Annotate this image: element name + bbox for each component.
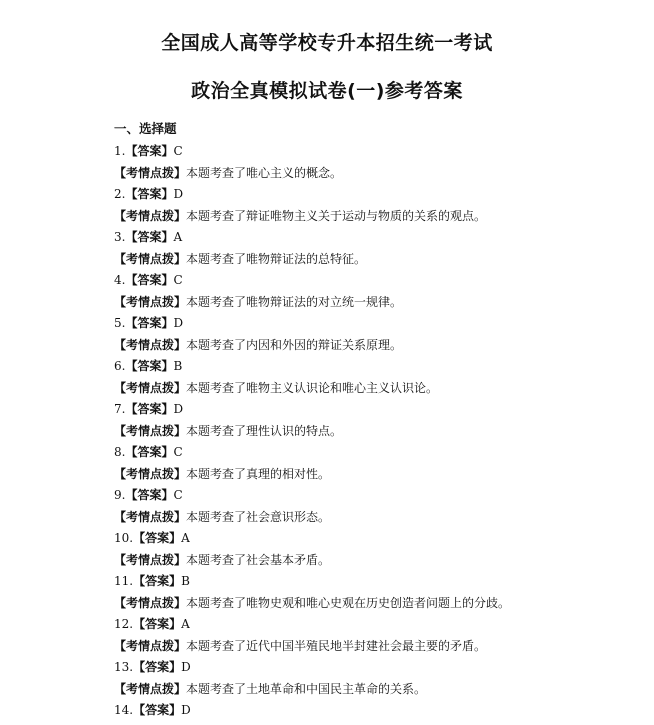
section-heading: 一、选择题 <box>114 121 177 136</box>
answer-line <box>114 657 644 679</box>
hint-text: 本题考查了社会基本矛盾。 <box>186 552 331 567</box>
hint-tag: 【考情点拨】 <box>114 251 187 266</box>
question-number: 9. <box>114 488 126 502</box>
hint-line <box>114 163 644 185</box>
answer-line <box>114 614 644 636</box>
hint-line <box>114 249 644 271</box>
hint-tag: 【考情点拨】 <box>114 681 187 696</box>
hint-line <box>114 550 644 572</box>
question-number: 12. <box>114 617 134 631</box>
answer-line <box>114 270 644 292</box>
answer-line <box>114 356 644 378</box>
hint-line <box>114 636 644 658</box>
answer-line <box>114 528 644 550</box>
answer-value: D <box>181 703 191 717</box>
question-number: 7. <box>114 402 126 416</box>
answer-tag: 【答案】 <box>125 144 174 158</box>
answer-value: B <box>173 359 183 373</box>
hint-tag: 【考情点拨】 <box>114 423 187 438</box>
answer-line <box>114 571 644 593</box>
question-number: 6. <box>114 359 126 373</box>
hint-line <box>114 292 644 314</box>
answer-value: D <box>173 402 184 416</box>
question-number: 11. <box>114 574 134 588</box>
answer-line <box>114 399 644 421</box>
answer-value: D <box>173 316 184 330</box>
hint-text: 本题考查了唯物辩证法的对立统一规律。 <box>186 294 403 309</box>
hint-text: 本题考查了社会意识形态。 <box>186 509 331 524</box>
answer-tag: 【答案】 <box>125 402 174 416</box>
answer-value: C <box>173 144 183 158</box>
hint-tag: 【考情点拨】 <box>114 294 187 309</box>
answer-value: A <box>181 531 190 545</box>
answer-line <box>114 141 644 163</box>
hint-line <box>114 421 644 443</box>
hint-tag: 【考情点拨】 <box>114 466 187 481</box>
hint-line <box>114 378 644 400</box>
hint-text: 本题考查了土地革命和中国民主革命的关系。 <box>186 681 427 696</box>
hint-text: 本题考查了唯物辩证法的总特征。 <box>186 251 367 266</box>
question-number: 8. <box>114 445 126 459</box>
answer-line <box>114 485 644 507</box>
answer-line <box>114 442 644 464</box>
answer-tag: 【答案】 <box>125 187 174 201</box>
answer-tag: 【答案】 <box>125 445 174 459</box>
answer-value: B <box>181 574 190 588</box>
hint-text: 本题考查了唯物史观和唯心史观在历史创造者问题上的分歧。 <box>186 595 511 610</box>
hint-tag: 【考情点拨】 <box>114 380 187 395</box>
hint-text: 本题考查了辩证唯物主义关于运动与物质的关系的观点。 <box>186 208 487 223</box>
answer-list <box>114 141 644 722</box>
answer-tag: 【答案】 <box>125 316 174 330</box>
hint-text: 本题考查了理性认识的特点。 <box>186 423 343 438</box>
hint-tag: 【考情点拨】 <box>114 208 187 223</box>
answer-tag: 【答案】 <box>125 230 174 244</box>
answer-line <box>114 700 644 722</box>
answer-tag: 【答案】 <box>133 531 182 545</box>
answer-value: A <box>173 230 183 244</box>
question-number: 3. <box>114 230 126 244</box>
hint-text: 本题考查了唯心主义的概念。 <box>186 165 343 180</box>
hint-tag: 【考情点拨】 <box>114 509 187 524</box>
question-number: 14. <box>114 703 134 717</box>
answer-value: A <box>181 617 190 631</box>
answer-tag: 【答案】 <box>125 273 174 287</box>
answer-line <box>114 184 644 206</box>
answer-tag: 【答案】 <box>125 488 174 502</box>
question-number: 10. <box>114 531 134 545</box>
hint-tag: 【考情点拨】 <box>114 552 187 567</box>
answer-value: C <box>173 488 183 502</box>
document-subtitle: 政治全真模拟试卷(一)参考答案 <box>191 80 463 102</box>
hint-line <box>114 507 644 529</box>
hint-line <box>114 593 644 615</box>
hint-text: 本题考查了内因和外因的辩证关系原理。 <box>186 337 403 352</box>
answer-value: C <box>173 273 183 287</box>
hint-text: 本题考查了真理的相对性。 <box>186 466 331 481</box>
hint-text: 本题考查了近代中国半殖民地半封建社会最主要的矛盾。 <box>186 638 487 653</box>
answer-value: D <box>181 660 191 674</box>
hint-line <box>114 206 644 228</box>
question-number: 4. <box>114 273 126 287</box>
answer-value: D <box>173 187 184 201</box>
question-number: 2. <box>114 187 126 201</box>
question-number: 5. <box>114 316 126 330</box>
hint-line <box>114 335 644 357</box>
answer-tag: 【答案】 <box>133 660 182 674</box>
answer-tag: 【答案】 <box>133 703 182 717</box>
answer-tag: 【答案】 <box>133 617 182 631</box>
question-number: 1. <box>114 144 126 158</box>
hint-tag: 【考情点拨】 <box>114 165 187 180</box>
hint-tag: 【考情点拨】 <box>114 638 187 653</box>
answer-value: C <box>173 445 183 459</box>
answer-line <box>114 313 644 335</box>
hint-text: 本题考查了唯物主义认识论和唯心主义认识论。 <box>186 380 439 395</box>
document-title: 全国成人高等学校专升本招生统一考试 <box>161 32 493 54</box>
answer-line <box>114 227 644 249</box>
hint-tag: 【考情点拨】 <box>114 337 187 352</box>
answer-tag: 【答案】 <box>133 574 182 588</box>
hint-line <box>114 679 644 701</box>
answer-tag: 【答案】 <box>125 359 174 373</box>
hint-tag: 【考情点拨】 <box>114 595 187 610</box>
hint-line <box>114 464 644 486</box>
question-number: 13. <box>114 660 134 674</box>
